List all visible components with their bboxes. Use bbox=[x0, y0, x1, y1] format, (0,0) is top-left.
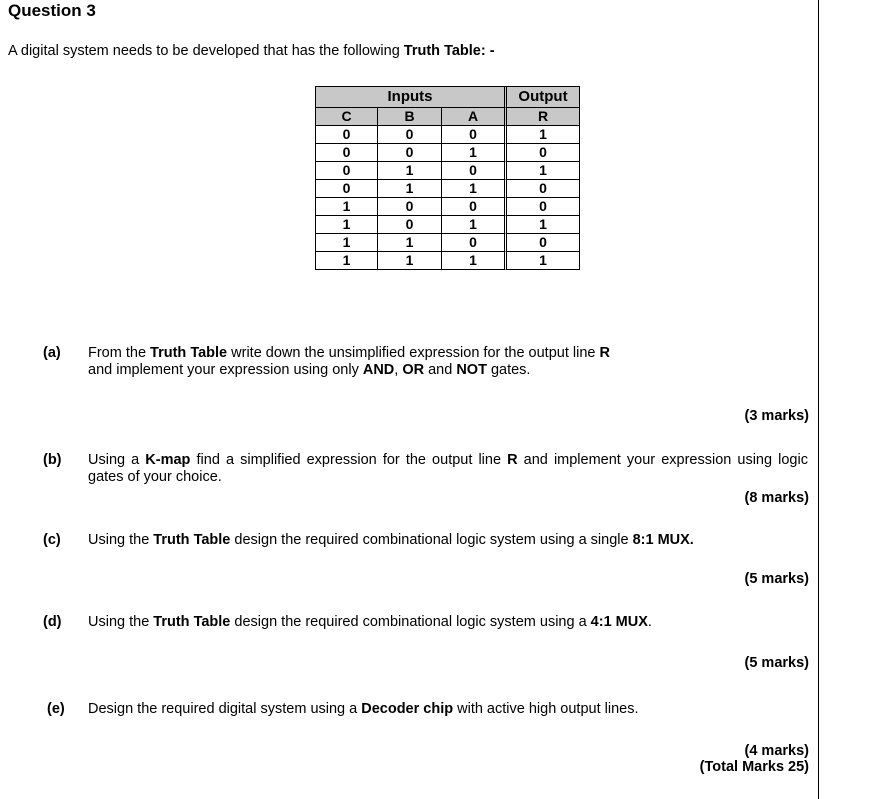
cell-r: 1 bbox=[507, 216, 580, 234]
cell-c: 1 bbox=[316, 198, 378, 216]
col-header-b: B bbox=[378, 108, 442, 126]
part-c-label: (c) bbox=[43, 532, 61, 548]
table-row bbox=[316, 252, 580, 270]
table-row bbox=[316, 144, 580, 162]
cell-b: 1 bbox=[378, 180, 442, 198]
cell-r: 0 bbox=[507, 144, 580, 162]
part-a-marks: (3 marks) bbox=[744, 408, 809, 424]
cell-a: 1 bbox=[442, 144, 507, 162]
cell-c: 1 bbox=[316, 234, 378, 252]
cell-r: 0 bbox=[507, 234, 580, 252]
cell-b: 0 bbox=[378, 144, 442, 162]
cell-a: 1 bbox=[442, 180, 507, 198]
cell-a: 0 bbox=[442, 126, 507, 144]
cell-a: 0 bbox=[442, 234, 507, 252]
cell-r: 0 bbox=[507, 198, 580, 216]
part-a-text: From the Truth Table write down the unsimplified expression for the output line R and implement your expression using only AND, OR and NOT gates. bbox=[88, 345, 610, 378]
col-header-a: A bbox=[442, 108, 507, 126]
cell-a: 1 bbox=[442, 252, 507, 270]
cell-b: 1 bbox=[378, 252, 442, 270]
cell-c: 0 bbox=[316, 126, 378, 144]
table-row bbox=[316, 180, 580, 198]
table-row bbox=[316, 162, 580, 180]
cell-c: 0 bbox=[316, 144, 378, 162]
part-c-text: Using the Truth Table design the required combinational logic system using a single 8:1 MUX. bbox=[88, 532, 694, 548]
cell-a: 0 bbox=[442, 198, 507, 216]
cell-b: 0 bbox=[378, 198, 442, 216]
intro-text: A digital system needs to be developed that has the following Truth Table: - bbox=[8, 43, 495, 59]
part-e-label: (e) bbox=[47, 701, 65, 717]
cell-r: 1 bbox=[507, 162, 580, 180]
group-header-row bbox=[316, 87, 580, 108]
part-e-marks: (4 marks) bbox=[744, 743, 809, 759]
cell-b: 1 bbox=[378, 162, 442, 180]
total-marks: (Total Marks 25) bbox=[699, 759, 809, 775]
cell-b: 1 bbox=[378, 234, 442, 252]
part-b-text: Using a K-map find a simplified expression for the output line R and implement your expression using logic gates of your choice. bbox=[88, 452, 808, 485]
output-header: Output bbox=[507, 87, 580, 108]
cell-b: 0 bbox=[378, 216, 442, 234]
part-b-marks: (8 marks) bbox=[744, 490, 809, 506]
cell-r: 1 bbox=[507, 126, 580, 144]
right-margin-rule bbox=[818, 0, 819, 799]
table-row bbox=[316, 198, 580, 216]
cell-b: 0 bbox=[378, 126, 442, 144]
cell-c: 1 bbox=[316, 252, 378, 270]
part-d-marks: (5 marks) bbox=[744, 655, 809, 671]
part-a-label: (a) bbox=[43, 345, 61, 361]
col-header-r: R bbox=[507, 108, 580, 126]
truth-table bbox=[315, 86, 580, 270]
cell-a: 0 bbox=[442, 162, 507, 180]
cell-r: 0 bbox=[507, 180, 580, 198]
part-e-text: Design the required digital system using a Decoder chip with active high output lines. bbox=[88, 701, 639, 717]
col-header-c: C bbox=[316, 108, 378, 126]
question-title: Question 3 bbox=[8, 1, 96, 20]
cell-a: 1 bbox=[442, 216, 507, 234]
part-b-label: (b) bbox=[43, 452, 62, 468]
column-header-row bbox=[316, 108, 580, 126]
cell-r: 1 bbox=[507, 252, 580, 270]
part-d-label: (d) bbox=[43, 614, 62, 630]
cell-c: 1 bbox=[316, 216, 378, 234]
table-row bbox=[316, 216, 580, 234]
part-d-text: Using the Truth Table design the required combinational logic system using a 4:1 MUX. bbox=[88, 614, 652, 630]
table-row bbox=[316, 234, 580, 252]
inputs-header: Inputs bbox=[316, 87, 507, 108]
cell-c: 0 bbox=[316, 162, 378, 180]
cell-c: 0 bbox=[316, 180, 378, 198]
table-row bbox=[316, 126, 580, 144]
part-c-marks: (5 marks) bbox=[744, 571, 809, 587]
